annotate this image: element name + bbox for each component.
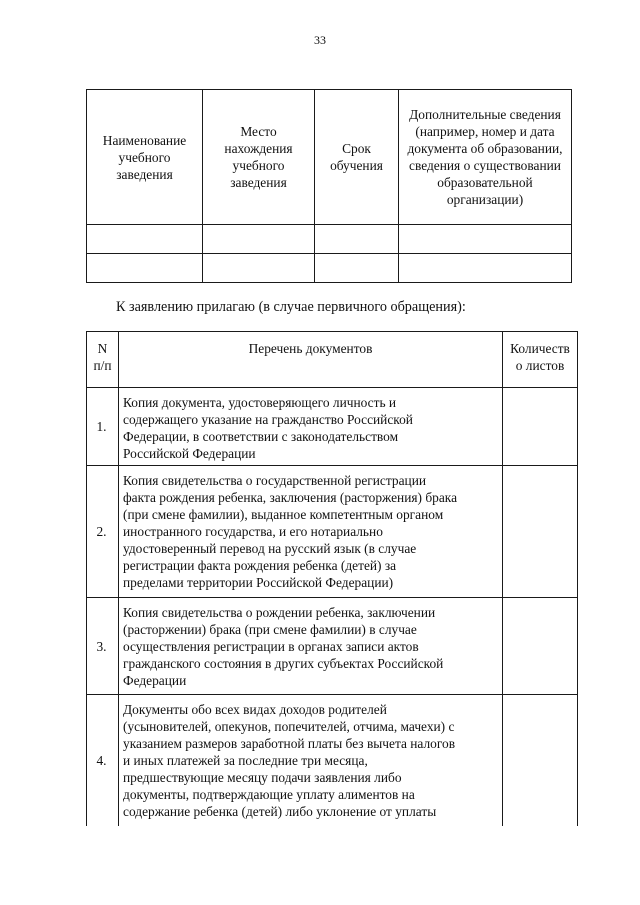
document-row-3 — [87, 598, 578, 695]
attachments-intro-text: К заявлению прилагаю (в случае первичного обращения): — [116, 299, 466, 315]
education-table — [86, 89, 572, 283]
page-number: 33 — [314, 33, 326, 47]
row-number: 3. — [87, 598, 119, 695]
document-description: Копия документа, удостоверяющего личность и содержащего указание на гражданство Российской Федерации, в соответствии с законодательством Российской Федерации — [119, 388, 503, 466]
table-cell — [399, 225, 572, 254]
header-institution-name: Наименование учебного заведения — [87, 90, 203, 225]
row-number: 2. — [87, 466, 119, 598]
header-additional-info: Дополнительные сведения (например, номер и дата документа об образовании, сведения о существовании образовательной организации) — [399, 90, 572, 225]
header-document-list: Перечень документов — [119, 332, 503, 388]
table-cell — [203, 225, 315, 254]
header-institution-location: Место нахождения учебного заведения — [203, 90, 315, 225]
sheet-count-cell — [503, 388, 578, 466]
header-study-period: Срок обучения — [315, 90, 399, 225]
table-cell — [87, 225, 203, 254]
table-cell — [87, 254, 203, 283]
header-number: N п/п — [87, 332, 119, 388]
table-cell — [315, 225, 399, 254]
document-description: Копия свидетельства о рождении ребенка, заключении (расторжении) брака (при смене фамилии) в случае осуществления регистрации в органах записи актов гражданского состояния в других субъектах Российской Федерации — [119, 598, 503, 695]
document-row-2 — [87, 466, 578, 598]
documents-table — [86, 331, 578, 826]
document-row-1 — [87, 388, 578, 466]
education-table-header-row — [87, 90, 572, 225]
table-cell — [315, 254, 399, 283]
document-description: Копия свидетельства о государственной регистрации факта рождения ребенка, заключения (расторжения) брака (при смене фамилии), выданное компетентным органом иностранного государства, и его нотариально удостоверенный перевод на русский язык (в случае регистрации факта рождения ребенка (детей) за пределами территории Российской Федерации) — [119, 466, 503, 598]
row-number: 4. — [87, 695, 119, 826]
sheet-count-cell — [503, 695, 578, 826]
sheet-count-cell — [503, 598, 578, 695]
table-cell — [399, 254, 572, 283]
table-cell — [203, 254, 315, 283]
education-table-row — [87, 254, 572, 283]
document-row-4 — [87, 695, 578, 826]
documents-table-header-row — [87, 332, 578, 388]
document-description: Документы обо всех видах доходов родителей (усыновителей, опекунов, попечителей, отчима, мачехи) с указанием размеров заработной платы без вычета налогов и иных платежей за последние три месяца, предшествующие месяцу подачи заявления либо документы, подтверждающие уплату алиментов на содержание ребенка (детей) либо уклонение от уплаты — [119, 695, 503, 826]
header-sheet-count: Количеств о листов — [503, 332, 578, 388]
education-table-row — [87, 225, 572, 254]
row-number: 1. — [87, 388, 119, 466]
sheet-count-cell — [503, 466, 578, 598]
